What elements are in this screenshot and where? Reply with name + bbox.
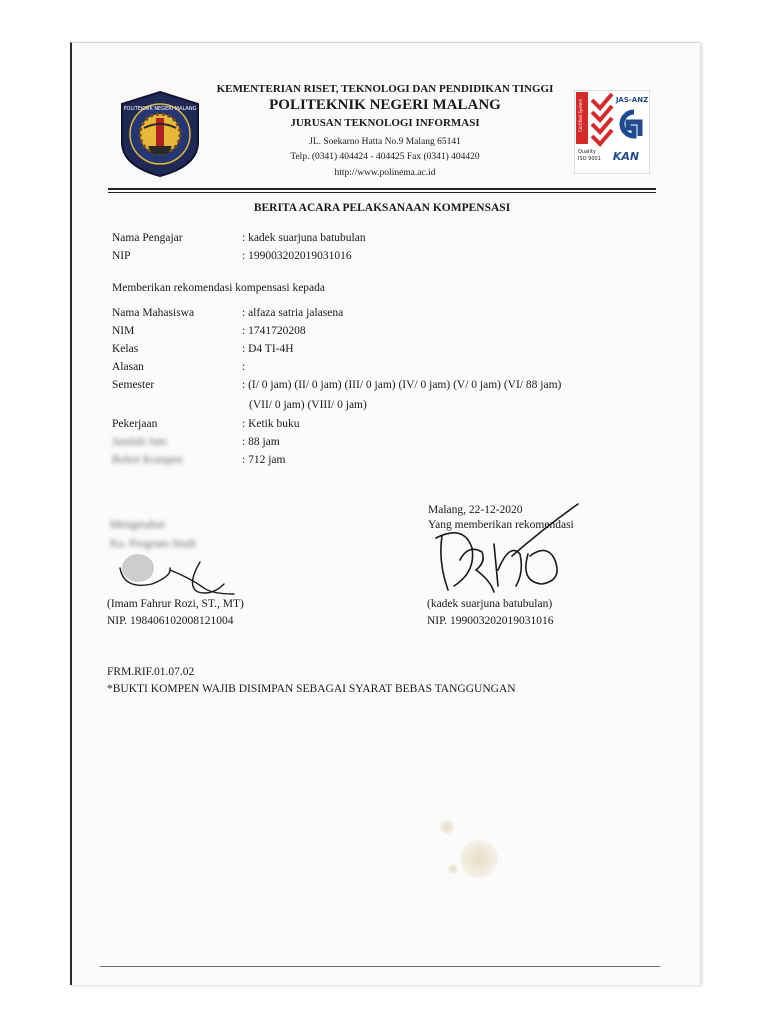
recommender-role: Yang memberikan rekomendasi	[428, 519, 574, 531]
cert-kan: KAN	[612, 150, 640, 163]
department-name: JURUSAN TEKNOLOGI INFORMASI	[290, 117, 480, 129]
cert-iso: ISO 9001	[578, 156, 601, 162]
header-divider	[108, 188, 656, 190]
approver-name: (Imam Fahrur Rozi, ST., MT)	[107, 598, 244, 610]
address-text: JL. Soekarno Hatta No.9 Malang 65141	[309, 137, 461, 147]
semester-value-cont: (VII/ 0 jam) (VIII/ 0 jam)	[249, 399, 367, 411]
semester-value: : (I/ 0 jam) (II/ 0 jam) (III/ 0 jam) (IV/ 0 jam) (V/ 0 jam) (VI/ 88 jam)	[242, 379, 562, 391]
student-name-label: Nama Mahasiswa	[112, 307, 195, 319]
teacher-nip-label: NIP	[112, 250, 131, 262]
debt-hours-value: : 712 jam	[242, 454, 286, 466]
recommender-name: (kadek suarjuna batubulan)	[427, 598, 553, 610]
student-nim-value: : 1741720208	[242, 325, 306, 337]
recommender-nip: NIP. 199003202019031016	[427, 615, 554, 627]
website-link[interactable]: http://www.polinema.ac.id	[334, 168, 436, 178]
total-hours-label: Jumlah Jam	[112, 436, 167, 448]
cert-quality: Quality	[578, 149, 596, 155]
intro-text: Memberikan rekomendasi kompensasi kepada	[112, 282, 326, 294]
approver-nip: NIP. 198406102008121004	[107, 615, 234, 627]
teacher-name-label: Nama Pengajar	[112, 232, 183, 244]
student-class-value: : D4 TI-4H	[242, 343, 294, 355]
reason-label: Alasan	[112, 361, 144, 373]
job-label: Pekerjaan	[112, 418, 158, 430]
paper-stain	[440, 820, 454, 834]
cert-top-label: JAS-ANZ	[615, 96, 649, 104]
document-title: BERITA ACARA PELAKSANAAN KOMPENSASI	[253, 202, 511, 214]
note-text: *BUKTI KOMPEN WAJIB DISIMPAN SEBAGAI SYARAT BEBAS TANGGUNGAN	[107, 683, 516, 695]
semester-label: Semester	[112, 379, 155, 391]
total-hours-value: : 88 jam	[242, 436, 280, 448]
paper-stain	[448, 864, 458, 874]
teacher-name-value: : kadek suarjuna batubulan	[242, 232, 366, 244]
place-date: Malang, 22-12-2020	[428, 504, 523, 516]
footer-divider	[100, 966, 660, 967]
ministry-title: KEMENTERIAN RISET, TEKNOLOGI DAN PENDIDIKAN TINGGI	[216, 83, 554, 95]
form-code: FRM.RIF.01.07.02	[107, 666, 195, 678]
phone-text: Telp. (0341) 404424 - 404425 Fax (0341) 404420	[290, 152, 480, 162]
approver-label: Mengetahui	[110, 519, 165, 531]
student-nim-label: NIM	[112, 325, 135, 337]
polinema-logo-icon	[118, 90, 202, 178]
document-sheet	[70, 42, 701, 985]
recommender-signature-icon	[424, 500, 594, 602]
job-value: : Ketik buku	[242, 418, 300, 430]
student-class-label: Kelas	[112, 343, 139, 355]
cert-side-label: Certified System	[578, 98, 583, 132]
reason-value: :	[242, 361, 246, 373]
student-name-value: : alfaza satria jalasena	[242, 307, 344, 319]
certification-badge-icon	[574, 90, 650, 174]
debt-hours-label: Bobot Kompen	[112, 454, 183, 466]
approver-signature-icon	[116, 548, 236, 604]
logo-text: POLITEKNIK NEGERI MALANG	[123, 106, 197, 112]
header-divider-thin	[108, 192, 656, 193]
approver-role: Ka. Program Studi	[110, 538, 196, 550]
teacher-nip-value: : 199003202019031016	[242, 250, 352, 262]
institution-name: POLITEKNIK NEGERI MALANG	[269, 97, 501, 113]
paper-stain	[460, 840, 498, 878]
